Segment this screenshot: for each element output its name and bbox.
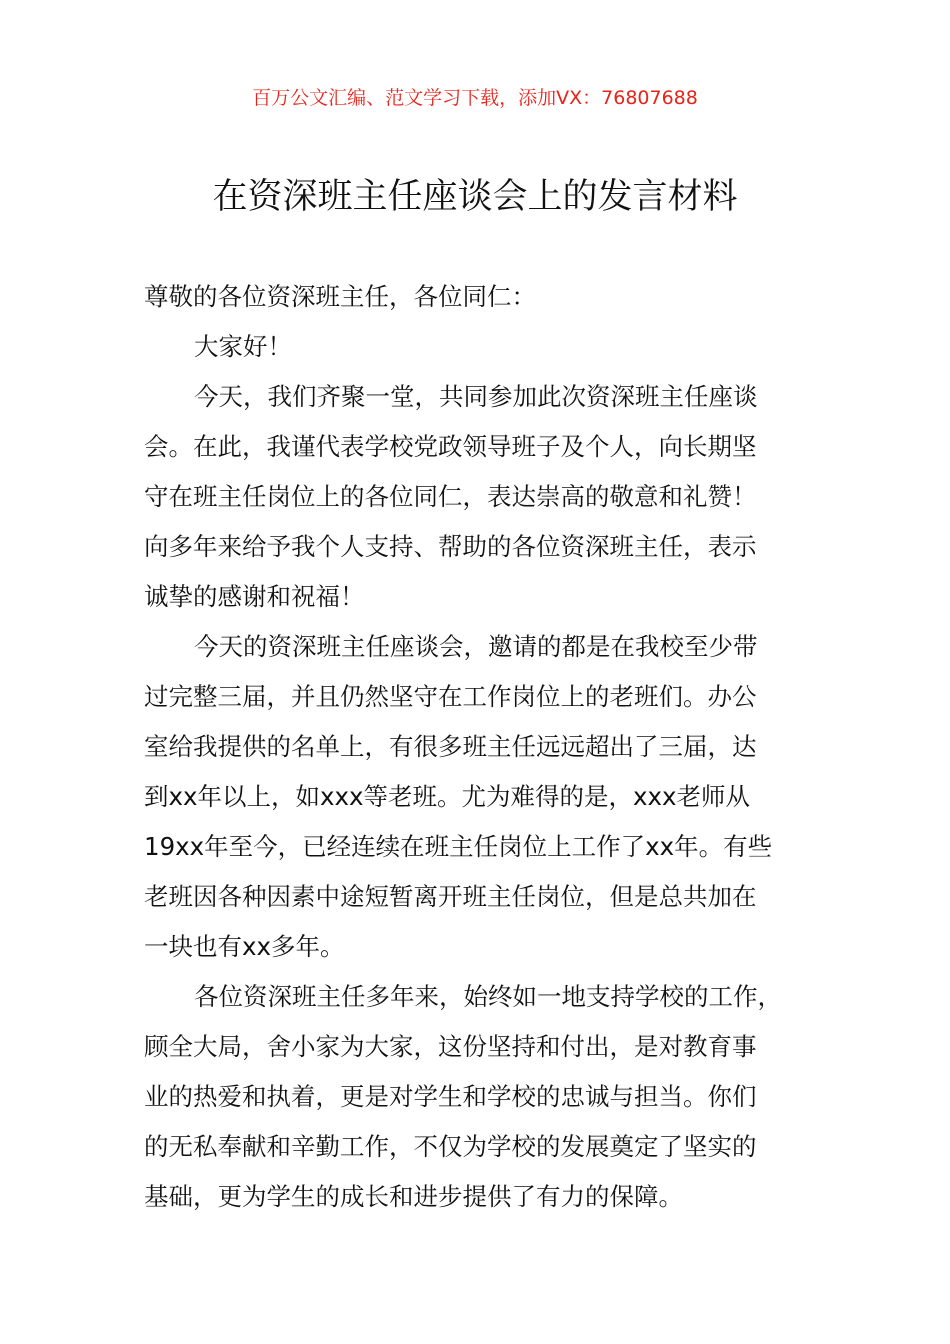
text-line: 业的热爱和执着，更是对学生和学校的忠诚与担当。你们 (144, 1082, 757, 1111)
text-line: 到xx年以上，如xxx等老班。尤为难得的是，xxx老师从 (144, 782, 750, 811)
text-line: 大家好！ (194, 332, 292, 361)
text-line: 尊敬的各位资深班主任，各位同仁： (144, 282, 536, 311)
text-line: 诚挚的感谢和祝福！ (144, 582, 365, 611)
text-line: 19xx年至今，已经连续在班主任岗位上工作了xx年。有些 (144, 832, 773, 861)
text-line: 守在班主任岗位上的各位同仁，表达崇高的敬意和礼赞！ (144, 482, 757, 511)
document-body (144, 272, 834, 1222)
text-line: 今天，我们齐聚一堂，共同参加此次资深班主任座谈 (194, 382, 758, 411)
text-line: 室给我提供的名单上，有很多班主任远远超出了三届，达 (144, 732, 757, 761)
text-line: 过完整三届，并且仍然坚守在工作岗位上的老班们。办公 (144, 682, 757, 711)
text-line: 顾全大局，舍小家为大家，这份坚持和付出，是对教育事 (144, 1032, 757, 1061)
text-line: 今天的资深班主任座谈会，邀请的都是在我校至少带 (194, 632, 758, 661)
text-line: 的无私奉献和辛勤工作，不仅为学校的发展奠定了坚实的 (144, 1132, 757, 1161)
text-line: 老班因各种因素中途短暂离开班主任岗位，但是总共加在 (144, 882, 757, 911)
text-line: 向多年来给予我个人支持、帮助的各位资深班主任，表示 (144, 532, 757, 561)
document-title: 在资深班主任座谈会上的发言材料 (212, 177, 738, 217)
text-line: 各位资深班主任多年来，始终如一地支持学校的工作， (194, 982, 782, 1011)
text-line: 基础，更为学生的成长和进步提供了有力的保障。 (144, 1182, 683, 1211)
text-line: 一块也有xx多年。 (144, 932, 345, 961)
text-line: 会。在此，我谨代表学校党政领导班子及个人，向长期坚 (144, 432, 757, 461)
header-note: 百万公文汇编、范文学习下载，添加VX：76807688 (252, 87, 698, 109)
